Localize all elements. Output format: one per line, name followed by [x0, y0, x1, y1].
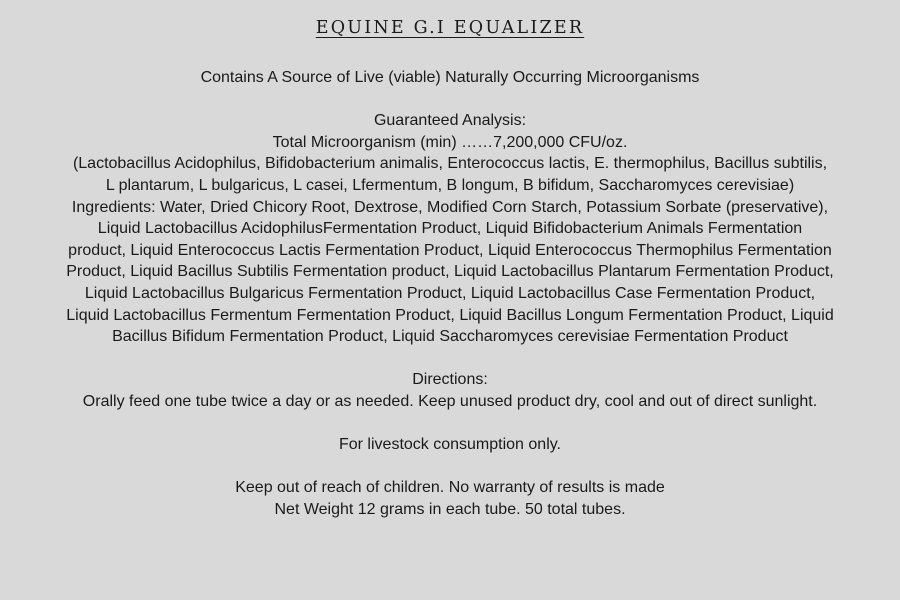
strains-line: L plantarum, L bulgaricus, L casei, Lfermentum, B longum, B bifidum, Saccharomyces cerevisiae): [105, 176, 795, 194]
spacer: [20, 89, 880, 111]
livestock-note: For livestock consumption only.: [338, 436, 561, 454]
product-title-text: EQUINE G.I EQUALIZER: [315, 18, 585, 38]
directions-text: Orally feed one tube twice a day or as needed. Keep unused product dry, cool and out of direct sunlight.: [82, 392, 818, 410]
ingredients-line: Product, Liquid Bacillus Subtilis Fermentation product, Liquid Lactobacillus Plantarum Fermentation Product,: [66, 263, 834, 281]
ingredients-line: Liquid Lactobacillus Bulgaricus Fermentation Product, Liquid Lactobacillus Case Fermentation Product,: [84, 284, 816, 302]
product-title: [0, 17, 900, 39]
directions-heading: Directions:: [412, 371, 488, 389]
subtitle: Contains A Source of Live (viable) Naturally Occurring Microorganisms: [200, 69, 700, 86]
strains-line: (Lactobacillus Acidophilus, Bifidobacterium animalis, Enterococcus lactis, E. thermophilus, Bacillus subtilis,: [72, 155, 828, 173]
warning-text: Keep out of reach of children. No warranty of results is made: [235, 479, 665, 497]
ingredients-line: Liquid Lactobacillus AcidophilusFermentation Product, Liquid Bifidobacterium Animals Fermentation: [97, 220, 803, 238]
net-weight: Net Weight 12 grams in each tube. 50 total tubes.: [274, 500, 626, 518]
analysis-heading: Guaranteed Analysis:: [373, 112, 527, 130]
analysis-total: Total Microorganism (min) ……7,200,000 CFU/oz.: [272, 133, 628, 151]
spacer: [20, 456, 880, 478]
spacer: [20, 413, 880, 435]
ingredients-line: Liquid Lactobacillus Fermentum Fermentation Product, Liquid Bacillus Longum Fermentation Product, Liquid: [66, 306, 834, 324]
label-body: [20, 67, 880, 520]
ingredients-line: product, Liquid Enterococcus Lactis Fermentation Product, Liquid Enterococcus Thermophilus Fermentation: [68, 241, 832, 259]
spacer: [20, 348, 880, 370]
ingredients-line: Ingredients: Water, Dried Chicory Root, Dextrose, Modified Corn Starch, Potassium Sorbate (preservative),: [71, 198, 829, 216]
ingredients-line: Bacillus Bifidum Fermentation Product, Liquid Saccharomyces cerevisiae Fermentation Product: [112, 328, 788, 346]
